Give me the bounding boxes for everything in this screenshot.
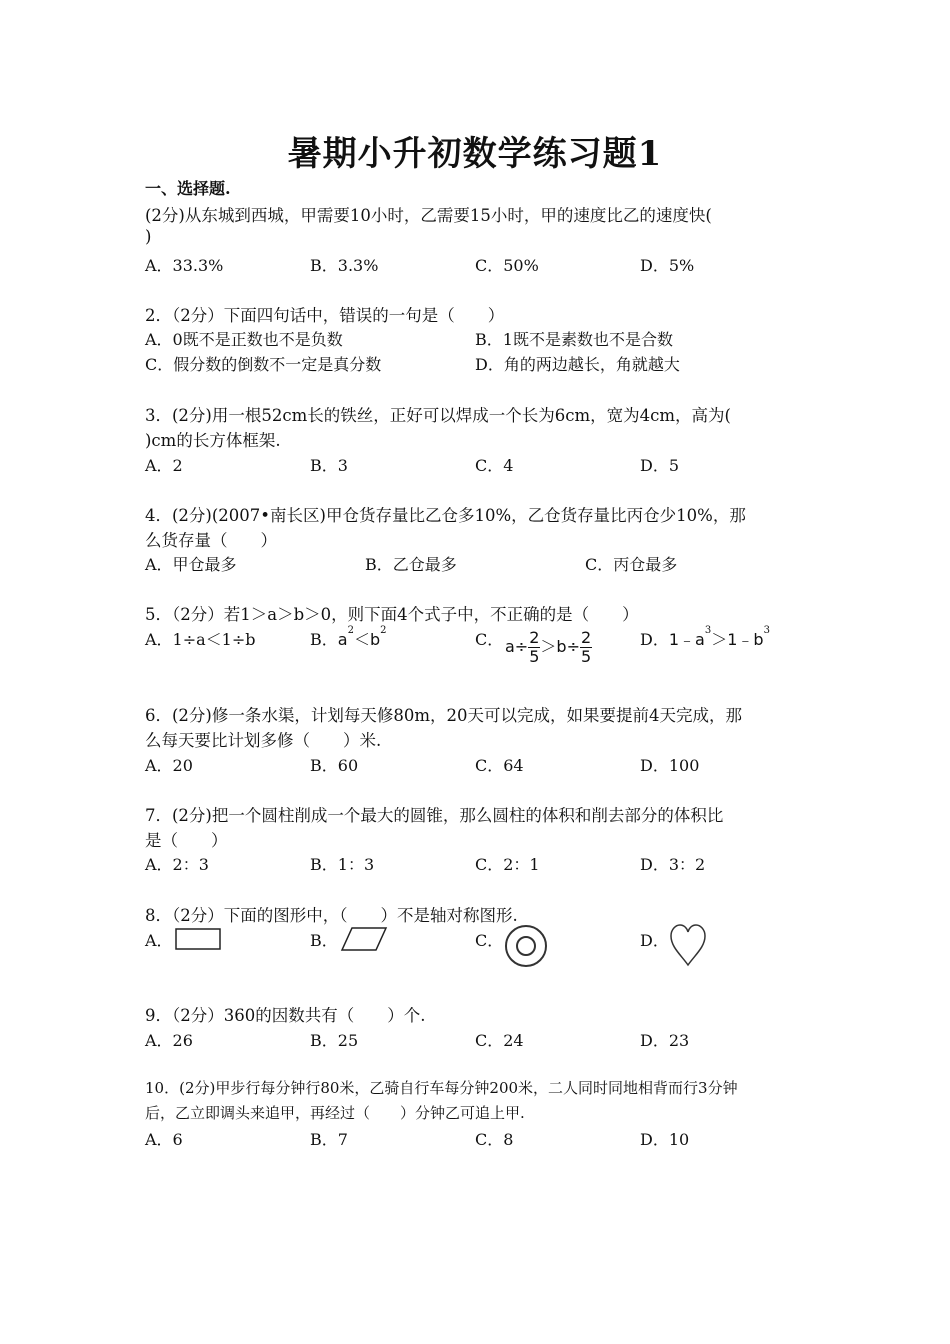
q5-c-num1: 2 bbox=[529, 628, 540, 647]
q2-text-line1: 2．（2分）下面四句话中，错误的一句是（ ） bbox=[145, 306, 505, 325]
section-heading: 一、选择题. bbox=[145, 179, 231, 198]
q5-c-a: a÷ bbox=[505, 637, 529, 656]
q4-option-a: A．甲仓最多 bbox=[145, 555, 237, 574]
q10-text-line1: 10．(2分)甲步行每分钟行80米，乙骑自行车每分钟200米，二人同时同地相背而行3分钟 bbox=[145, 1079, 738, 1097]
q5-option-d bbox=[640, 627, 770, 650]
q9-text-line1: 9．（2分）360的因数共有（ ）个. bbox=[145, 1006, 426, 1025]
q5-option-b bbox=[310, 627, 387, 650]
heart-icon bbox=[669, 923, 707, 967]
q5-option-b-label: B． bbox=[310, 630, 338, 649]
q5-c-den2: 5 bbox=[580, 647, 592, 666]
q6-option-c: C．64 bbox=[475, 756, 524, 775]
q7-option-d: D．3：2 bbox=[640, 855, 706, 874]
q6-option-d: D．100 bbox=[640, 756, 700, 775]
q6-text-line2: 么每天要比计划多修（ ）米. bbox=[145, 731, 382, 750]
q5-b-exp2: 2 bbox=[380, 625, 387, 636]
q5-d-exp2: 3 bbox=[763, 625, 770, 636]
q8-option-c: C． bbox=[475, 931, 504, 950]
q1-option-d: D．5% bbox=[640, 256, 695, 275]
q1-option-c: C．50% bbox=[475, 256, 539, 275]
page-title: 暑期小升初数学练习题1 bbox=[287, 134, 663, 174]
q4-text-line2: 么货存量（ ） bbox=[145, 531, 277, 550]
q8-option-b: B． bbox=[310, 931, 338, 950]
q10-option-d: D．10 bbox=[640, 1130, 690, 1149]
q5-option-a: A．1÷a＜1÷b bbox=[145, 630, 256, 649]
q10-option-c: C．8 bbox=[475, 1130, 514, 1149]
q6-option-a: A．20 bbox=[145, 756, 193, 775]
q5-c-den1: 5 bbox=[529, 647, 540, 666]
q4-option-b: B．乙仓最多 bbox=[365, 555, 457, 574]
q5-c-fraction2 bbox=[580, 629, 592, 666]
q6-option-b: B．60 bbox=[310, 756, 359, 775]
q9-option-c: C．24 bbox=[475, 1031, 524, 1050]
q3-option-d: D．5 bbox=[640, 456, 680, 475]
q5-option-c-label: C． bbox=[475, 630, 504, 649]
q7-option-b: B．1：3 bbox=[310, 855, 375, 874]
q8-text-line1: 8．（2分）下面的图形中，（ ）不是轴对称图形. bbox=[145, 906, 518, 925]
q5-c-num2: 2 bbox=[580, 628, 592, 647]
q5-d-pre: 1﹣a bbox=[668, 630, 705, 649]
q5-b-base: a bbox=[337, 630, 348, 649]
q4-text-line1: 4．(2分)(2007•南长区)甲仓货存量比乙仓多10%，乙仓货存量比丙仓少10%，那 bbox=[145, 506, 746, 525]
q5-option-d-label: D． bbox=[640, 630, 669, 649]
rectangle-icon bbox=[175, 928, 223, 952]
q8-option-a: A． bbox=[145, 931, 173, 950]
concentric-circles-icon bbox=[504, 924, 548, 968]
q2-option-b: B．1既不是素数也不是合数 bbox=[475, 330, 673, 349]
q1-option-b: B．3.3% bbox=[310, 256, 379, 275]
q10-option-a: A．6 bbox=[145, 1130, 183, 1149]
q1-text-line1: (2分)从东城到西城，甲需要10小时，乙需要15小时，甲的速度比乙的速度快( bbox=[145, 206, 712, 225]
q3-option-c: C．4 bbox=[475, 456, 514, 475]
q1-option-a: A．33.3% bbox=[145, 256, 224, 275]
q6-text-line1: 6．(2分)修一条水渠，计划每天修80m，20天可以完成，如果要提前4天完成，那 bbox=[145, 706, 743, 725]
q4-option-c: C．丙仓最多 bbox=[585, 555, 678, 574]
parallelogram-icon bbox=[340, 926, 390, 952]
q3-text-line2: )cm的长方体框架. bbox=[145, 431, 281, 450]
q9-option-d: D．23 bbox=[640, 1031, 690, 1050]
q2-option-a: A．0既不是正数也不是负数 bbox=[145, 330, 343, 349]
q7-option-c: C．2：1 bbox=[475, 855, 540, 874]
q9-option-a: A．26 bbox=[145, 1031, 193, 1050]
q5-option-c bbox=[505, 629, 592, 666]
q3-option-a: A．2 bbox=[145, 456, 183, 475]
q10-text-line2: 后，乙立即调头来追甲，再经过（ ）分钟乙可追上甲. bbox=[145, 1104, 525, 1122]
q7-option-a: A．2：3 bbox=[145, 855, 209, 874]
q5-c-mid: ＞b÷ bbox=[540, 637, 580, 656]
q5-c-fraction1 bbox=[528, 629, 540, 666]
q5-b-mid: ＜b bbox=[353, 630, 381, 649]
q3-option-b: B．3 bbox=[310, 456, 348, 475]
q5-d-exp1: 3 bbox=[704, 625, 712, 636]
q10-option-b: B．7 bbox=[310, 1130, 348, 1149]
q3-text-line1: 3．(2分)用一根52cm长的铁丝，正好可以焊成一个长为6cm，宽为4cm，高为( bbox=[145, 406, 731, 425]
q8-option-d: D． bbox=[640, 931, 669, 950]
q5-d-mid: ＞1﹣b bbox=[711, 630, 764, 649]
q7-text-line2: 是（ ） bbox=[145, 831, 228, 850]
q7-text-line1: 7．(2分)把一个圆柱削成一个最大的圆锥，那么圆柱的体积和削去部分的体积比 bbox=[145, 806, 724, 825]
q2-option-d: D．角的两边越长，角就越大 bbox=[475, 355, 680, 374]
q5-text-line1: 5．（2分）若1＞a＞b＞0，则下面4个式子中，不正确的是（ ） bbox=[145, 605, 639, 624]
q9-option-b: B．25 bbox=[310, 1031, 359, 1050]
q1-text-line2: ) bbox=[145, 227, 152, 246]
q5-b-exp1: 2 bbox=[347, 625, 354, 636]
q2-option-c: C．假分数的倒数不一定是真分数 bbox=[145, 355, 382, 374]
